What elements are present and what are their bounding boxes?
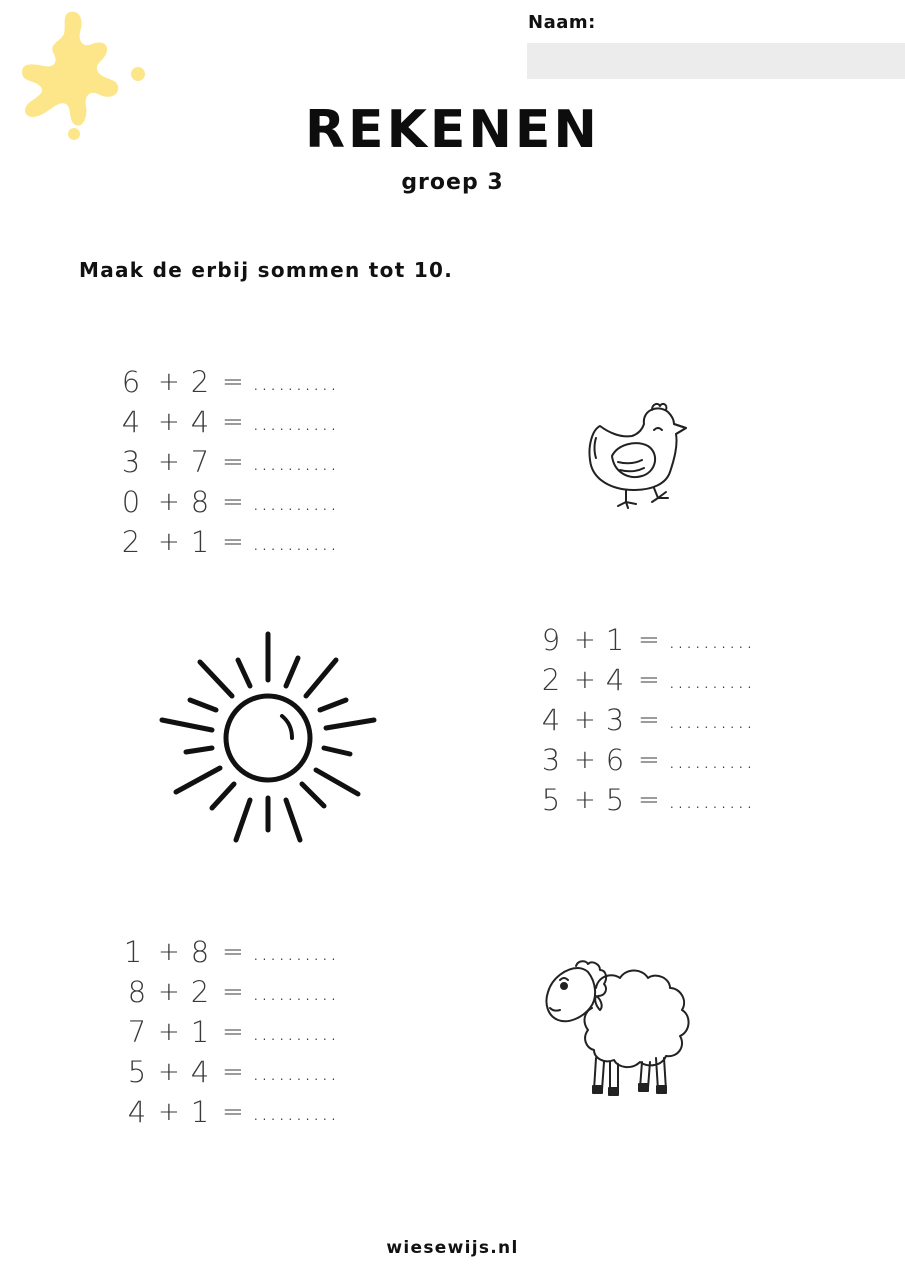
answer-blank[interactable]: .......... (252, 1058, 339, 1086)
equals-sign: = (222, 937, 244, 967)
plus-sign: + (158, 487, 180, 517)
addend-a: 4 (127, 1095, 147, 1129)
addend-a: 2 (541, 663, 561, 697)
equals-sign: = (638, 705, 660, 735)
plus-sign: + (574, 745, 596, 775)
chick-icon (582, 398, 704, 520)
addend-a: 5 (127, 1055, 147, 1089)
plus-sign: + (158, 1097, 180, 1127)
addend-a: 9 (541, 623, 561, 657)
name-label: Naam: (528, 12, 596, 33)
addend-a: 8 (127, 975, 147, 1009)
sheep-icon (538, 958, 698, 1103)
answer-blank[interactable]: .......... (668, 786, 755, 814)
answer-blank[interactable]: .......... (668, 666, 755, 694)
addend-a: 0 (121, 485, 141, 519)
plus-sign: + (574, 705, 596, 735)
equals-sign: = (638, 785, 660, 815)
addend-a: 5 (541, 783, 561, 817)
addend-a: 1 (123, 935, 143, 969)
plus-sign: + (158, 977, 180, 1007)
footer-website: wiesewijs.nl (386, 1238, 519, 1258)
answer-blank[interactable]: .......... (252, 448, 339, 476)
equals-sign: = (222, 367, 244, 397)
addend-b: 1 (605, 623, 625, 657)
addend-b: 1 (190, 1015, 210, 1049)
answer-blank[interactable]: .......... (252, 488, 339, 516)
answer-blank[interactable]: .......... (668, 706, 755, 734)
addend-b: 7 (190, 445, 210, 479)
addend-a: 3 (121, 445, 141, 479)
addend-a: 3 (541, 743, 561, 777)
page-subtitle: groep 3 (401, 170, 504, 195)
addend-b: 4 (190, 1055, 210, 1089)
plus-sign: + (158, 447, 180, 477)
equals-sign: = (222, 1097, 244, 1127)
answer-blank[interactable]: .......... (252, 368, 339, 396)
answer-blank[interactable]: .......... (252, 978, 339, 1006)
addend-b: 5 (605, 783, 625, 817)
answer-blank[interactable]: .......... (668, 626, 755, 654)
plus-sign: + (574, 665, 596, 695)
answer-blank[interactable]: .......... (252, 1018, 339, 1046)
plus-sign: + (158, 407, 180, 437)
name-input[interactable] (527, 43, 905, 79)
plus-sign: + (158, 1017, 180, 1047)
equals-sign: = (222, 1017, 244, 1047)
addend-b: 4 (190, 405, 210, 439)
addend-a: 4 (541, 703, 561, 737)
addend-a: 6 (121, 365, 141, 399)
addend-b: 6 (605, 743, 625, 777)
answer-blank[interactable]: .......... (252, 408, 339, 436)
addend-b: 3 (605, 703, 625, 737)
equals-sign: = (222, 447, 244, 477)
instruction-text: Maak de erbij sommen tot 10. (79, 258, 454, 282)
addend-b: 8 (190, 485, 210, 519)
equals-sign: = (222, 977, 244, 1007)
plus-sign: + (574, 785, 596, 815)
addend-a: 2 (121, 525, 141, 559)
sun-icon (158, 630, 378, 846)
answer-blank[interactable]: .......... (252, 528, 339, 556)
addend-a: 7 (127, 1015, 147, 1049)
equals-sign: = (222, 407, 244, 437)
equals-sign: = (222, 1057, 244, 1087)
addend-b: 8 (190, 935, 210, 969)
plus-sign: + (158, 1057, 180, 1087)
addend-b: 2 (190, 365, 210, 399)
page-title: REKENEN (305, 100, 600, 160)
addend-b: 4 (605, 663, 625, 697)
answer-blank[interactable]: .......... (252, 1098, 339, 1126)
equals-sign: = (222, 487, 244, 517)
equals-sign: = (638, 625, 660, 655)
equals-sign: = (222, 527, 244, 557)
addend-b: 1 (190, 1095, 210, 1129)
addend-b: 1 (190, 525, 210, 559)
plus-sign: + (574, 625, 596, 655)
answer-blank[interactable]: .......... (668, 746, 755, 774)
plus-sign: + (158, 937, 180, 967)
equals-sign: = (638, 745, 660, 775)
plus-sign: + (158, 527, 180, 557)
equals-sign: = (638, 665, 660, 695)
addend-b: 2 (190, 975, 210, 1009)
plus-sign: + (158, 367, 180, 397)
answer-blank[interactable]: .......... (252, 938, 339, 966)
addend-a: 4 (121, 405, 141, 439)
